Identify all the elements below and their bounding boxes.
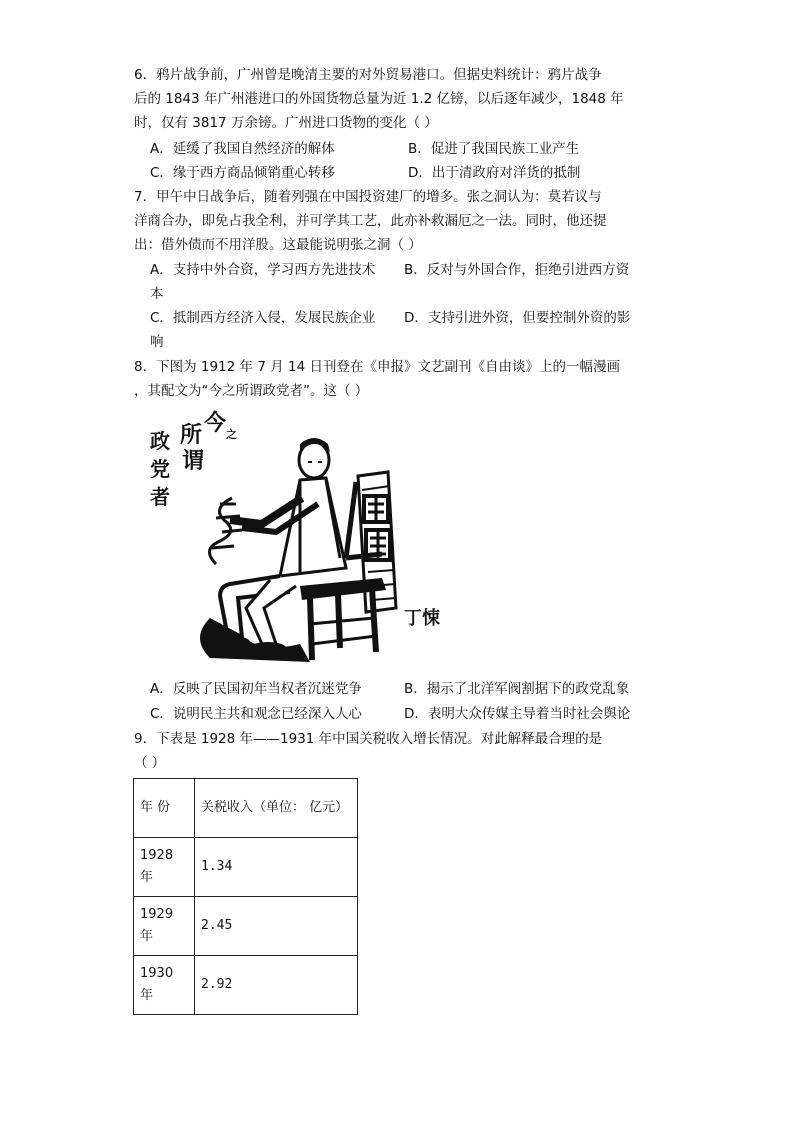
q6-option-d[interactable]: D．出于清政府对洋货的抵制 [408, 165, 581, 181]
q7-line-2: 洋商合办，即免占我全利，并可学其工艺，此亦补救漏厄之一法。同时，他还提 [134, 213, 607, 229]
q8-line-1: 8．下图为 1912 年 7 月 14 日刊登在《申报》文艺副刊《自由谈》上的一幅漫画 [134, 359, 620, 375]
cartoon-caption-char-2: 之 [226, 428, 237, 441]
row-income: 1.34 [195, 838, 358, 897]
cartoon-drawing [150, 408, 460, 670]
cartoon-caption-char-6: 党 [150, 457, 170, 481]
q7-line-3: 出：借外债而不用洋股。这最能说明张之洞（ ） [134, 237, 422, 253]
header-year: 年 份 [134, 779, 195, 838]
q7-option-d[interactable]: D．支持引进外资，但要控制外资的影 [404, 310, 631, 326]
table-row [134, 956, 358, 1015]
table-row [134, 897, 358, 956]
q9-line-2: （ ） [134, 755, 166, 771]
q8-option-c[interactable]: C．说明民主共和观念已经深入人心 [150, 706, 362, 722]
q7-option-a[interactable]: A．支持中外合资，学习西方先进技术 [150, 262, 376, 278]
political-cartoon [150, 408, 460, 670]
q8-option-b[interactable]: B．揭示了北洋军阀割据下的政党乱象 [404, 681, 630, 697]
cartoon-signature: 丁悚 [404, 608, 440, 629]
row-year: 1928 年 [134, 838, 195, 897]
row-year: 1930 年 [134, 956, 195, 1015]
q8-line-2: ，其配文为“今之所谓政党者”。这（ ） [134, 383, 369, 399]
q6-option-c[interactable]: C．缘于西方商品倾销重心转移 [150, 165, 335, 181]
cartoon-caption-char-4: 谓 [182, 448, 205, 474]
q6-line-1: 6．鸦片战争前，广州曾是晚清主要的对外贸易港口。但据史料统计：鸦片战争 [134, 67, 602, 83]
q6-option-a[interactable]: A．延缓了我国自然经济的解体 [150, 141, 335, 157]
q8-option-d[interactable]: D．表明大众传媒主导着当时社会舆论 [404, 706, 631, 722]
q7-option-b[interactable]: B．反对与外国合作，拒绝引进西方资 [404, 262, 630, 278]
q7-line-1: 7．甲午中日战争后，随着列强在中国投资建厂的增多。张之洞认为：莫若议与 [134, 189, 602, 205]
row-year: 1929 年 [134, 897, 195, 956]
cartoon-caption-char-1: 今 [204, 410, 227, 436]
header-income: 关税收入（单位： 亿元） [195, 779, 358, 838]
q7-option-b-cont: 本 [150, 286, 164, 302]
row-income: 2.92 [195, 956, 358, 1015]
q6-option-b[interactable]: B．促进了我国民族工业产生 [408, 141, 580, 157]
customs-revenue-table [133, 778, 358, 1015]
strings [209, 498, 242, 564]
q9-line-1: 9．下表是 1928 年——1931 年中国关税收入增长情况。对此解释最合理的是 [134, 731, 603, 747]
cartoon-caption-char-7: 者 [150, 485, 170, 509]
table-row [134, 838, 358, 897]
q8-option-a[interactable]: A．反映了民国初年当权者沉迷党争 [150, 681, 362, 697]
cartoon-caption-char-5: 政 [150, 429, 170, 453]
q6-line-3: 时，仅有 3817 万余镑。广州进口货物的变化（ ） [134, 115, 438, 131]
table-header-row [134, 779, 358, 838]
q7-option-c[interactable]: C．抵制西方经济入侵，发展民族企业 [150, 310, 376, 326]
cartoon-caption-char-3: 所 [180, 422, 203, 448]
q6-line-2: 后的 1843 年广州港进口的外国货物总量为近 1.2 亿镑，以后逐年减少，1848 年 [134, 91, 624, 107]
row-income: 2.45 [195, 897, 358, 956]
q7-option-d-cont: 响 [150, 334, 164, 350]
